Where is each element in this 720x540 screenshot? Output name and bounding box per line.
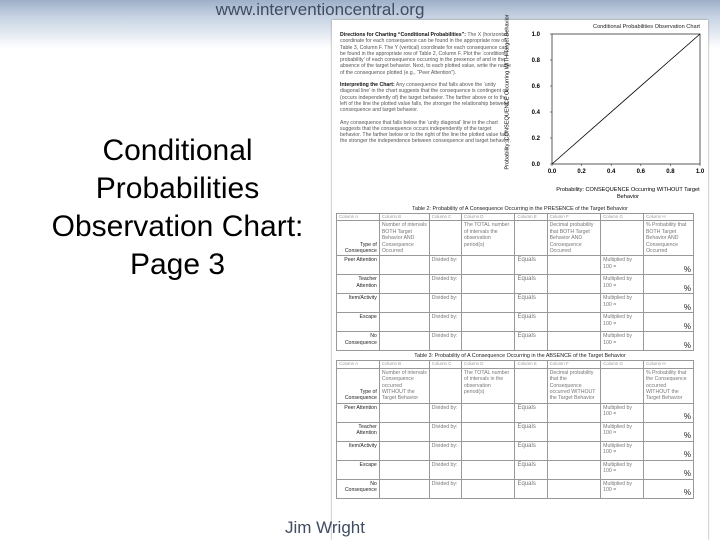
multiplied-label: Multiplied by 100 = [601, 313, 644, 332]
y-tick-label: 0.0 [531, 162, 540, 168]
table2-caption: Table 2: Probability of A Consequence Occurring in the PRESENCE of the Target Behavior [412, 206, 628, 212]
header-spacer [429, 221, 461, 256]
divided-by-label: Divided by: [429, 422, 461, 441]
consequence-label: Peer Attention [337, 403, 380, 422]
table-row [337, 460, 694, 479]
footer-author: Jim Wright [285, 518, 365, 537]
count-input-cell[interactable] [379, 294, 429, 313]
count-input-cell[interactable] [379, 256, 429, 275]
consequence-label: Peer Attention [337, 256, 380, 275]
count-input-cell[interactable] [379, 403, 429, 422]
decimal-input-cell[interactable] [547, 313, 601, 332]
equals-label: Equals [515, 403, 547, 422]
divided-by-label: Divided by: [429, 294, 461, 313]
column-letter-header: Column B [379, 214, 429, 221]
count-input-cell[interactable] [379, 275, 429, 294]
count-input-cell[interactable] [379, 313, 429, 332]
total-input-cell[interactable] [461, 294, 515, 313]
count-input-cell[interactable] [379, 422, 429, 441]
column-letter-header: Column F [547, 214, 601, 221]
equals-label: Equals [515, 256, 547, 275]
multiplied-label: Multiplied by 100 = [601, 403, 644, 422]
decimal-input-cell[interactable] [547, 275, 601, 294]
directions-text: The X (horizontal) coordinate for each consequence can be found in the appropriate row of Table 3, Column F. The Y (vertical) coordinate for each consequence can be found in the appropriate row of Table 2, Column F. Plot the ‘conditional probability’ of each consequence occurring in the presence of and in the absence of the target behavior. Next, to each plotted value, write the name of the consequence plotted (e.g., “Peer Attention”). [340, 32, 512, 76]
column-letter-header: Column E [515, 214, 547, 221]
percent-cell: % [643, 294, 693, 313]
table-row [337, 332, 694, 351]
directions-panel [340, 32, 512, 151]
tables-area [332, 206, 708, 499]
column-letter-header: Column A [337, 214, 380, 221]
column-letter-header: Column E [515, 361, 547, 368]
x-tick-label: 0.2 [577, 169, 586, 175]
multiplied-label: Multiplied by 100 = [601, 441, 644, 460]
y-tick-label: 0.6 [531, 84, 540, 90]
x-tick-label: 0.4 [607, 169, 616, 175]
x-tick-label: 0.8 [666, 169, 675, 175]
consequence-label: Escape [337, 313, 380, 332]
column-h-header: % Probability that BOTH Target Behavior AND Consequence Occurred [643, 221, 693, 256]
equals-label: Equals [515, 479, 547, 498]
column-letter-header: Column D [461, 214, 515, 221]
percent-cell: % [643, 460, 693, 479]
interpreting-heading: Interpreting the Chart: [340, 82, 395, 89]
percent-cell: % [643, 275, 693, 294]
equals-label: Equals [515, 275, 547, 294]
total-input-cell[interactable] [461, 479, 515, 498]
total-input-cell[interactable] [461, 460, 515, 479]
consequence-label: No Consequence [337, 479, 380, 498]
header-spacer [429, 368, 461, 403]
x-tick-label: 0.6 [636, 169, 645, 175]
equals-label: Equals [515, 294, 547, 313]
count-input-cell[interactable] [379, 460, 429, 479]
decimal-input-cell[interactable] [547, 256, 601, 275]
column-letter-header: Column G [601, 361, 644, 368]
total-input-cell[interactable] [461, 275, 515, 294]
total-input-cell[interactable] [461, 441, 515, 460]
percent-cell: % [643, 332, 693, 351]
multiplied-label: Multiplied by 100 = [601, 422, 644, 441]
header-spacer [601, 221, 644, 256]
divided-by-label: Divided by: [429, 313, 461, 332]
count-input-cell[interactable] [379, 441, 429, 460]
chart-title: Conditional Probabilities Observation Chart [593, 24, 700, 30]
chart-y-axis-label-text: Probability: CONSEQUENCE Occurring WITH Target Behavior [504, 14, 511, 170]
table-row [337, 422, 694, 441]
column-d-header: The TOTAL number of intervals in the observation period(s) [461, 368, 515, 403]
slide-title-line: Page 3 [129, 248, 226, 281]
header-spacer [515, 221, 547, 256]
equals-label: Equals [515, 460, 547, 479]
multiplied-label: Multiplied by 100 = [601, 275, 644, 294]
total-input-cell[interactable] [461, 422, 515, 441]
interpreting-text-2: Any consequence that falls below the ‘unity diagonal’ line in the chart suggests that the consequence occurs independently of the target behavior. The farther below or to the right of the line the plotted value falls, the stronger the independence between consequence and target behavior. [340, 119, 512, 145]
divided-by-label: Divided by: [429, 275, 461, 294]
y-tick-label: 0.2 [531, 136, 540, 142]
multiplied-label: Multiplied by 100 = [601, 332, 644, 351]
column-b-header: Number of intervals BOTH Target Behavior AND Consequence Occurred [379, 221, 429, 256]
decimal-input-cell[interactable] [547, 422, 601, 441]
table2 [336, 213, 694, 351]
site-url: www.interventioncentral.org [215, 0, 425, 19]
column-f-header: Decimal probability that the Consequence occurred WITHOUT the Target Behavior [547, 368, 601, 403]
type-of-consequence-label: Type of Consequence [337, 368, 380, 403]
percent-cell: % [643, 403, 693, 422]
column-letter-header: Column C [429, 214, 461, 221]
directions-heading: Directions for Charting “Conditional Probabilities”: [340, 32, 466, 38]
interpreting-text: Any consequence that falls above the ‘unity diagonal line’ in the chart suggests that the consequence is contingent on (occurs independently of) the target behavior. The farther above or to the left of the line the plotted value falls, the stronger the relationship between consequence and target behavior. [340, 82, 510, 114]
consequence-label: Teacher Attention [337, 422, 380, 441]
equals-label: Equals [515, 313, 547, 332]
count-input-cell[interactable] [379, 479, 429, 498]
x-tick-label: 1.0 [695, 169, 705, 175]
y-tick-label: 0.8 [531, 58, 540, 64]
multiplied-label: Multiplied by 100 = [601, 294, 644, 313]
divided-by-label: Divided by: [429, 403, 461, 422]
column-f-header: Decimal probability that BOTH Target Behavior AND Consequence Occurred [547, 221, 601, 256]
consequence-label: Teacher Attention [337, 275, 380, 294]
table-row [337, 479, 694, 498]
column-letter-header: Column H [643, 214, 693, 221]
total-input-cell[interactable] [461, 332, 515, 351]
decimal-input-cell[interactable] [547, 403, 601, 422]
type-of-consequence-label: Type of Consequence [337, 221, 380, 256]
divided-by-label: Divided by: [429, 332, 461, 351]
table-row [337, 441, 694, 460]
total-input-cell[interactable] [461, 403, 515, 422]
chart-x-axis-label: Probability: CONSEQUENCE Occurring WITHOUT Target Behavior [556, 187, 700, 200]
table-row [337, 256, 694, 275]
x-tick-label: 0.0 [547, 169, 557, 175]
consequence-label: Item/Activity [337, 441, 380, 460]
decimal-input-cell[interactable] [547, 460, 601, 479]
column-h-header: % Probability that the Consequence occurred WITHOUT the Target Behavior [643, 368, 693, 403]
column-letter-header: Column C [429, 361, 461, 368]
table-row [337, 313, 694, 332]
y-tick-label: 0.4 [531, 110, 540, 116]
column-letter-header: Column D [461, 361, 515, 368]
column-letter-header: Column F [547, 361, 601, 368]
y-tick-label: 1.0 [531, 32, 540, 38]
slide-title-line: Observation Chart: [51, 210, 304, 243]
multiplied-label: Multiplied by 100 = [601, 460, 644, 479]
total-input-cell[interactable] [461, 313, 515, 332]
header-spacer [515, 368, 547, 403]
divided-by-label: Divided by: [429, 256, 461, 275]
header-spacer [601, 368, 644, 403]
consequence-label: No Consequence [337, 332, 380, 351]
percent-cell: % [643, 422, 693, 441]
equals-label: Equals [515, 422, 547, 441]
decimal-input-cell[interactable] [547, 294, 601, 313]
decimal-input-cell[interactable] [547, 332, 601, 351]
column-b-header: Number of intervals Consequence occurred WITHOUT the Target Behavior [379, 368, 429, 403]
divided-by-label: Divided by: [429, 441, 461, 460]
consequence-label: Item/Activity [337, 294, 380, 313]
percent-cell: % [643, 256, 693, 275]
percent-cell: % [643, 479, 693, 498]
percent-cell: % [643, 441, 693, 460]
table-row [337, 403, 694, 422]
equals-label: Equals [515, 332, 547, 351]
column-letter-header: Column A [337, 361, 380, 368]
column-letter-header: Column B [379, 361, 429, 368]
probability-chart [512, 24, 708, 188]
column-d-header: The TOTAL number of intervals the observation period(s) [461, 221, 515, 256]
slide-title-line: Conditional [102, 134, 253, 167]
table3-caption: Table 3: Probability of A Consequence Occurring in the ABSENCE of the Target Behavior [414, 353, 626, 360]
decimal-input-cell[interactable] [547, 441, 601, 460]
count-input-cell[interactable] [379, 332, 429, 351]
column-letter-header: Column G [601, 214, 644, 221]
table3 [336, 360, 694, 498]
column-letter-header: Column H [643, 361, 693, 368]
percent-cell: % [643, 313, 693, 332]
divided-by-label: Divided by: [429, 479, 461, 498]
slide-title [30, 132, 325, 284]
consequence-label: Escape [337, 460, 380, 479]
table-row [337, 275, 694, 294]
total-input-cell[interactable] [461, 256, 515, 275]
decimal-input-cell[interactable] [547, 479, 601, 498]
multiplied-label: Multiplied by 100 = [601, 256, 644, 275]
divided-by-label: Divided by: [429, 460, 461, 479]
multiplied-label: Multiplied by 100 = [601, 479, 644, 498]
equals-label: Equals [515, 441, 547, 460]
table-row [337, 294, 694, 313]
slide-title-line: Probabilities [95, 172, 260, 205]
